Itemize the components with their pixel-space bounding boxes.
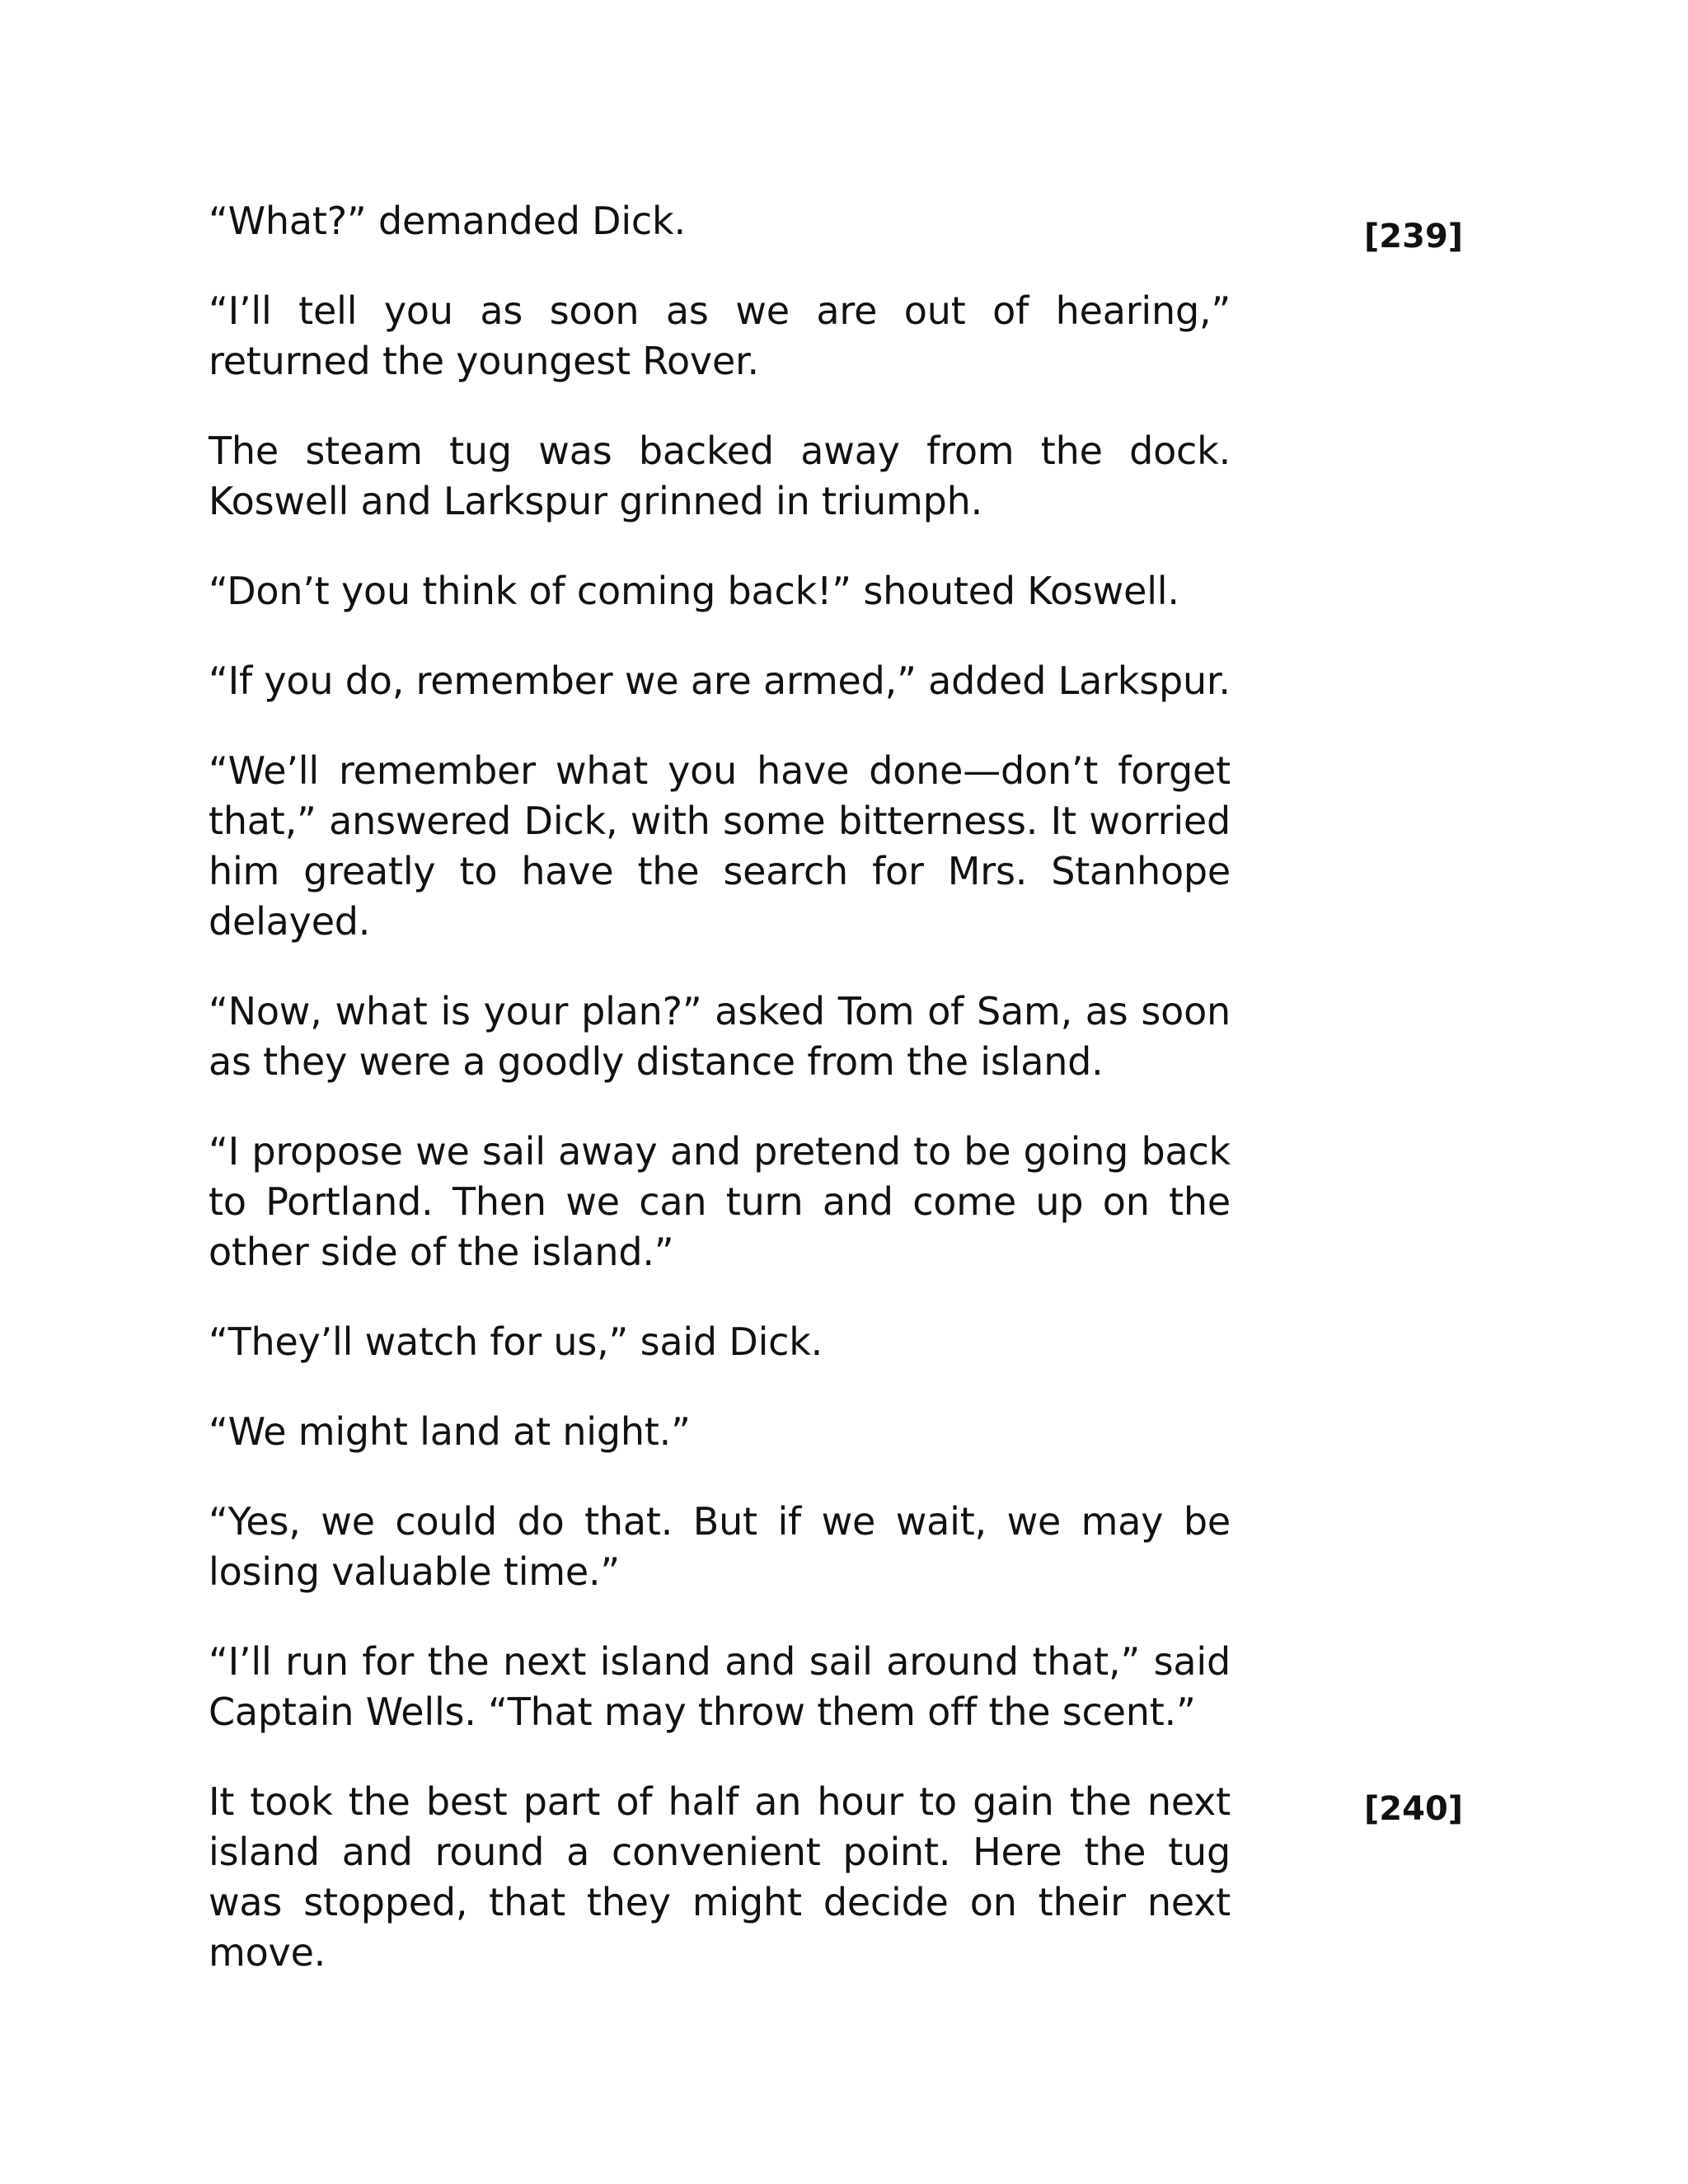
paragraph-12: “I’ll run for the next island and sail around that,” said Captain Wells. “That may throw them off the scent.” xyxy=(209,1639,1231,1734)
paragraph-2: “I’ll tell you as soon as we are out of hearing,” returned the youngest Rover. xyxy=(209,288,1231,383)
paragraph-1: “What?” demanded Dick. xyxy=(209,199,686,243)
paragraph-7: “Now, what is your plan?” asked Tom of Sam, as soon as they were a goodly distance from the island. xyxy=(209,989,1231,1084)
paragraph-9: “They’ll watch for us,” said Dick. xyxy=(209,1319,823,1364)
page-number-240: [240] xyxy=(1364,1790,1464,1828)
page-number-239: [239] xyxy=(1364,218,1464,255)
paragraph-13: It took the best part of half an hour to gain the next island and round a convenient point. Here the tug was stopped, that they might decide on their next move. xyxy=(209,1779,1231,1975)
paragraph-11: “Yes, we could do that. But if we wait, we may be losing valuable time.” xyxy=(209,1499,1231,1594)
text-column xyxy=(209,196,1231,2018)
paragraph-6: “We’ll remember what you have done—don’t forget that,” answered Dick, with some bitterness. It worried him greatly to have the search for Mrs. Stanhope delayed. xyxy=(209,748,1231,944)
paragraph-3: The steam tug was backed away from the dock. Koswell and Larkspur grinned in triumph. xyxy=(209,429,1231,523)
paragraph-10: “We might land at night.” xyxy=(209,1409,691,1454)
paragraph-4: “Don’t you think of coming back!” shouted Koswell. xyxy=(209,569,1179,613)
paragraph-8: “I propose we sail away and pretend to be going back to Portland. Then we can turn and come up on the other side of the island.” xyxy=(209,1129,1231,1274)
paragraph-5: “If you do, remember we are armed,” added Larkspur. xyxy=(209,658,1231,703)
